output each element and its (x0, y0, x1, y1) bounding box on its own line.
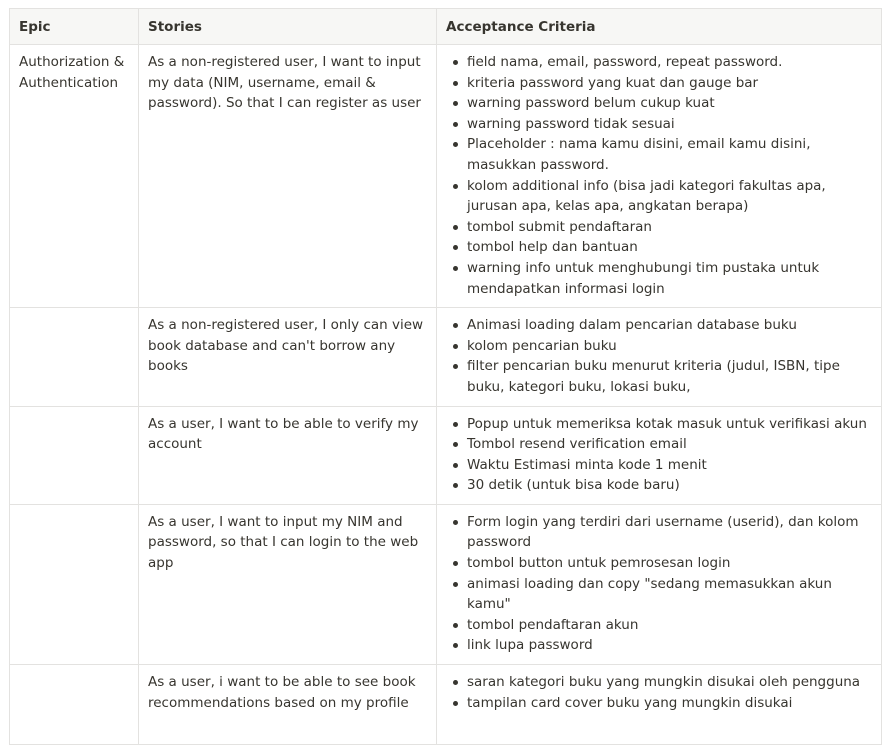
criteria-item: link lupa password (446, 635, 872, 656)
criteria-item: Tombol resend verification email (446, 434, 872, 455)
epic-cell (10, 665, 139, 745)
criteria-item: warning password belum cukup kuat (446, 93, 872, 114)
criteria-item: tombol pendaftaran akun (446, 615, 872, 636)
criteria-item: tombol button untuk pemrosesan login (446, 553, 872, 574)
user-stories-table-wrapper (9, 8, 881, 745)
table-row (10, 504, 882, 664)
criteria-item: filter pencarian buku menurut kriteria (judul, ISBN, tipe buku, kategori buku, lokasi buku, (446, 356, 872, 397)
epic-cell (10, 308, 139, 406)
criteria-item: tampilan card cover buku yang mungkin disukai (446, 693, 872, 714)
story-cell: As a non-registered user, I only can view book database and can't borrow any books (139, 308, 437, 406)
criteria-cell (437, 45, 882, 308)
criteria-item: kriteria password yang kuat dan gauge bar (446, 73, 872, 94)
criteria-cell (437, 308, 882, 406)
epic-cell: Authorization & Authentication (10, 45, 139, 308)
criteria-item: Placeholder : nama kamu disini, email kamu disini, masukkan password. (446, 134, 872, 175)
user-stories-table (9, 8, 882, 745)
criteria-item: Form login yang terdiri dari username (userid), dan kolom password (446, 512, 872, 553)
header-acceptance-criteria: Acceptance Criteria (437, 9, 882, 45)
epic-cell (10, 504, 139, 664)
header-epic: Epic (10, 9, 139, 45)
header-stories: Stories (139, 9, 437, 45)
criteria-item: field nama, email, password, repeat password. (446, 52, 872, 73)
criteria-cell (437, 406, 882, 504)
story-cell: As a user, i want to be able to see book recommendations based on my profile (139, 665, 437, 745)
criteria-list (446, 672, 872, 713)
header-row (10, 9, 882, 45)
table-row (10, 45, 882, 308)
criteria-item: warning info untuk menghubungi tim pustaka untuk mendapatkan informasi login (446, 258, 872, 299)
criteria-cell (437, 665, 882, 745)
criteria-item: animasi loading dan copy "sedang memasukkan akun kamu" (446, 574, 872, 615)
criteria-item: warning password tidak sesuai (446, 114, 872, 135)
story-cell: As a user, I want to be able to verify my account (139, 406, 437, 504)
epic-cell (10, 406, 139, 504)
criteria-item: saran kategori buku yang mungkin disukai oleh pengguna (446, 672, 872, 693)
story-cell: As a user, I want to input my NIM and password, so that I can login to the web app (139, 504, 437, 664)
criteria-list (446, 315, 872, 397)
criteria-cell (437, 504, 882, 664)
criteria-list (446, 512, 872, 656)
story-cell: As a non-registered user, I want to input my data (NIM, username, email & password). So that I can register as user (139, 45, 437, 308)
table-row (10, 308, 882, 406)
criteria-item: Animasi loading dalam pencarian database buku (446, 315, 872, 336)
criteria-item: Waktu Estimasi minta kode 1 menit (446, 455, 872, 476)
criteria-list (446, 414, 872, 496)
criteria-item: Popup untuk memeriksa kotak masuk untuk verifikasi akun (446, 414, 872, 435)
criteria-item: kolom pencarian buku (446, 336, 872, 357)
criteria-item: tombol submit pendaftaran (446, 217, 872, 238)
table-row (10, 665, 882, 745)
table-row (10, 406, 882, 504)
criteria-item: 30 detik (untuk bisa kode baru) (446, 475, 872, 496)
criteria-item: tombol help dan bantuan (446, 237, 872, 258)
criteria-list (446, 52, 872, 299)
criteria-item: kolom additional info (bisa jadi kategori fakultas apa, jurusan apa, kelas apa, angkatan berapa) (446, 176, 872, 217)
